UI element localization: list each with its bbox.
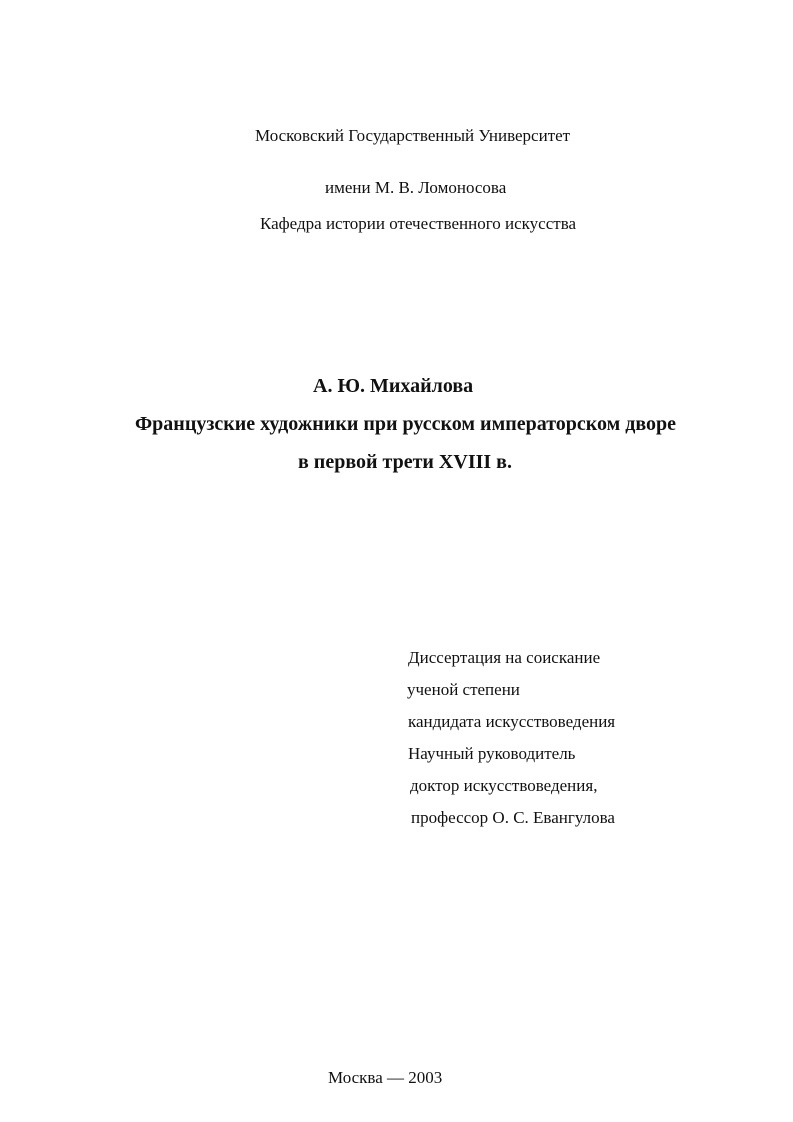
supervisor-name: профессор О. С. Евангулова bbox=[411, 808, 615, 827]
dissertation-info-line: кандидата искусствоведения bbox=[408, 712, 616, 731]
dissertation-info-line: Диссертация на соискание bbox=[408, 648, 601, 667]
department: Кафедра истории отечественного искусства bbox=[260, 214, 577, 233]
dissertation-title-line1: Французские художники при русском императорском дворе bbox=[135, 413, 677, 435]
university-name: Московский Государственный Университет bbox=[255, 126, 571, 145]
city-year: Москва — 2003 bbox=[328, 1068, 443, 1087]
author-name: А. Ю. Михайлова bbox=[313, 375, 474, 397]
dissertation-info-line: ученой степени bbox=[407, 680, 520, 699]
supervisor-degree: доктор искусствоведения, bbox=[410, 776, 598, 795]
dissertation-title-line2: в первой трети XVIII в. bbox=[298, 451, 512, 473]
named-after: имени М. В. Ломоносова bbox=[325, 178, 507, 197]
supervisor-label: Научный руководитель bbox=[408, 744, 576, 763]
